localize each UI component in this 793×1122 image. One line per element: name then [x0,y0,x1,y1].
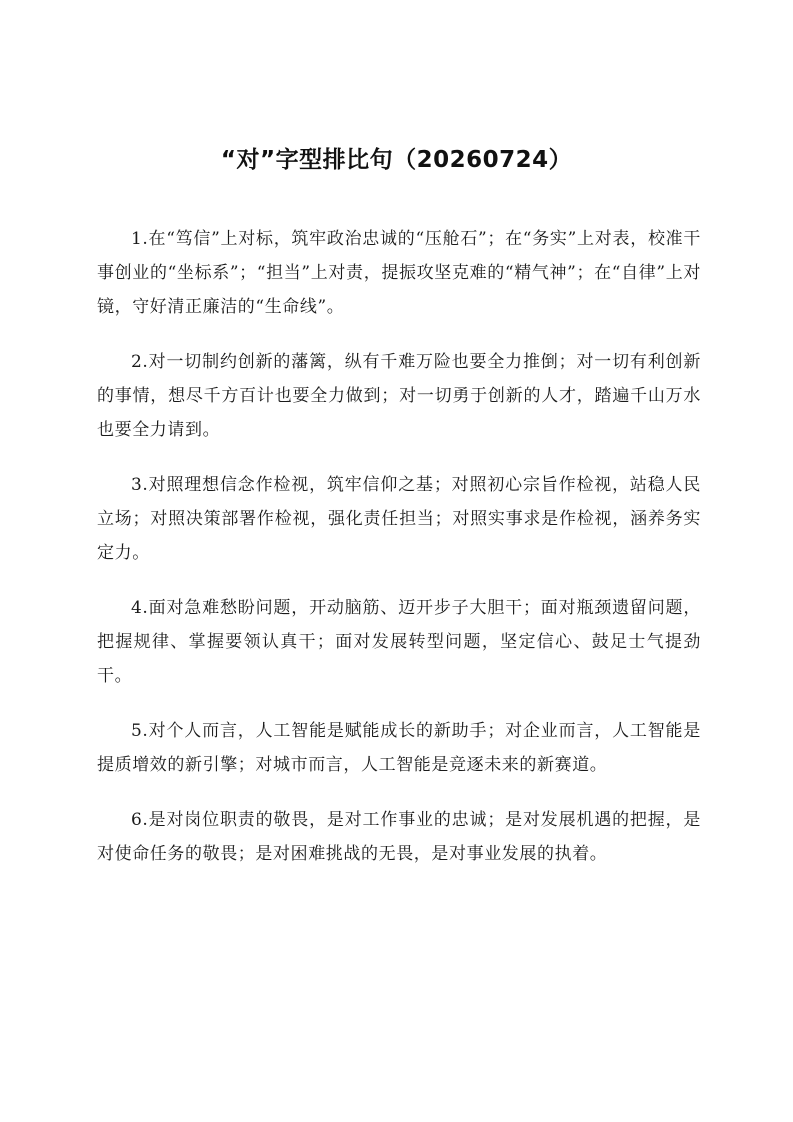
paragraph-2: 2.对一切制约创新的藩篱，纵有千难万险也要全力推倒；对一切有利创新的事情，想尽千方百计也要全力做到；对一切勇于创新的人才，踏遍千山万水也要全力请到。 [97,352,701,440]
paragraph-3: 3.对照理想信念作检视，筑牢信仰之基；对照初心宗旨作检视，站稳人民立场；对照决策部署作检视，强化责任担当；对照实事求是作检视，涵养务实定力。 [97,475,701,563]
paragraph-1: 1.在“笃信”上对标，筑牢政治忠诚的“压舱石”；在“务实”上对表，校准干事创业的“坐标系”；“担当”上对责，提振攻坚克难的“精气神”；在“自律”上对镜，守好清正廉洁的“生命线”。 [97,229,701,317]
paragraph-4: 4.面对急难愁盼问题，开动脑筋、迈开步子大胆干；面对瓶颈遗留问题，把握规律、掌握要领认真干；面对发展转型问题，坚定信心、鼓足士气提劲干。 [97,598,701,686]
document-title: “对”字型排比句（20260724） [220,147,573,173]
paragraph-6: 6.是对岗位职责的敬畏，是对工作事业的忠诚；是对发展机遇的把握，是对使命任务的敬畏；是对困难挑战的无畏，是对事业发展的执着。 [97,810,701,864]
paragraph-5: 5.对个人而言，人工智能是赋能成长的新助手；对企业而言，人工智能是提质增效的新引擎；对城市而言，人工智能是竞逐未来的新赛道。 [97,721,701,775]
document-body [97,222,701,892]
